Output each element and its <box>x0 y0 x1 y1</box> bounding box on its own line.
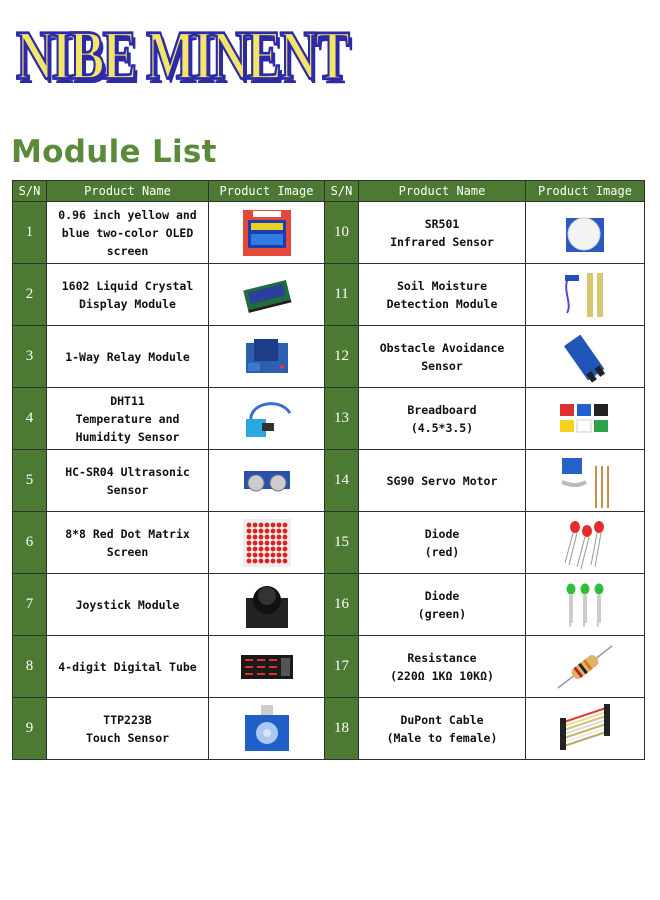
brand-logo <box>16 17 348 102</box>
product-image-cell <box>526 264 645 326</box>
product-image-cell <box>526 698 645 760</box>
serial-number-cell: 5 <box>13 450 47 512</box>
product-image-cell <box>209 512 325 574</box>
table-row <box>13 264 645 326</box>
product-name-cell: Diode (green) <box>359 574 526 636</box>
green-led-icon <box>526 579 644 631</box>
soil-moisture-icon <box>526 269 644 321</box>
serial-number-cell: 9 <box>13 698 47 760</box>
product-name-cell: 1-Way Relay Module <box>47 326 209 388</box>
product-name-cell: SR501 Infrared Sensor <box>359 202 526 264</box>
product-name-cell: Resistance (220Ω 1KΩ 10KΩ) <box>359 636 526 698</box>
product-image-cell <box>209 636 325 698</box>
product-image-cell <box>209 574 325 636</box>
digital-tube-icon <box>209 649 324 685</box>
pir-sensor-icon <box>526 208 644 258</box>
serial-number-cell: 1 <box>13 202 47 264</box>
product-name-cell: 8*8 Red Dot Matrix Screen <box>47 512 209 574</box>
product-name-cell: DuPont Cable (Male to female) <box>359 698 526 760</box>
product-name-cell: Obstacle Avoidance Sensor <box>359 326 526 388</box>
obstacle-sensor-icon <box>526 330 644 384</box>
product-name-cell: HC-SR04 Ultrasonic Sensor <box>47 450 209 512</box>
product-name-cell: TTP223B Touch Sensor <box>47 698 209 760</box>
product-image-cell <box>526 450 645 512</box>
table-row <box>13 450 645 512</box>
product-name-cell: 4-digit Digital Tube <box>47 636 209 698</box>
serial-number-cell: 13 <box>325 388 359 450</box>
brand-logo-text: NIBE MINENT <box>16 17 348 95</box>
table-header-row <box>13 181 645 202</box>
serial-number-cell: 8 <box>13 636 47 698</box>
product-name-cell: Soil Moisture Detection Module <box>359 264 526 326</box>
serial-number-cell: 11 <box>325 264 359 326</box>
product-name-cell: Breadboard (4.5*3.5) <box>359 388 526 450</box>
table-row <box>13 512 645 574</box>
product-image-cell <box>526 512 645 574</box>
module-table <box>12 180 645 760</box>
product-name-cell: 1602 Liquid Crystal Display Module <box>47 264 209 326</box>
serial-number-cell: 4 <box>13 388 47 450</box>
product-image-cell <box>209 326 325 388</box>
table-row <box>13 326 645 388</box>
ultrasonic-sensor-icon <box>209 461 324 501</box>
serial-number-cell: 17 <box>325 636 359 698</box>
header-sn-left: S/N <box>13 181 47 202</box>
table-row <box>13 202 645 264</box>
resistor-icon <box>526 642 644 692</box>
product-image-cell <box>209 450 325 512</box>
table-row <box>13 698 645 760</box>
serial-number-cell: 12 <box>325 326 359 388</box>
header-product-image-left: Product Image <box>209 181 325 202</box>
dupont-cable-icon <box>526 702 644 756</box>
product-image-cell <box>526 326 645 388</box>
servo-motor-icon <box>526 452 644 510</box>
product-name-cell: SG90 Servo Motor <box>359 450 526 512</box>
product-name-cell: 0.96 inch yellow and blue two-color OLED screen <box>47 202 209 264</box>
product-image-cell <box>209 202 325 264</box>
table-row <box>13 636 645 698</box>
touch-sensor-icon <box>209 703 324 755</box>
serial-number-cell: 10 <box>325 202 359 264</box>
serial-number-cell: 2 <box>13 264 47 326</box>
red-led-icon <box>526 517 644 569</box>
table-row <box>13 388 645 450</box>
product-image-cell <box>526 574 645 636</box>
product-image-cell <box>209 264 325 326</box>
page-title: Module List <box>11 134 217 170</box>
serial-number-cell: 7 <box>13 574 47 636</box>
joystick-icon <box>209 578 324 632</box>
serial-number-cell: 3 <box>13 326 47 388</box>
product-name-cell: DHT11 Temperature and Humidity Sensor <box>47 388 209 450</box>
product-image-cell <box>526 636 645 698</box>
product-image-cell <box>526 202 645 264</box>
dht11-sensor-icon <box>209 395 324 443</box>
product-image-cell <box>209 388 325 450</box>
table-row <box>13 574 645 636</box>
serial-number-cell: 16 <box>325 574 359 636</box>
product-image-cell <box>209 698 325 760</box>
serial-number-cell: 6 <box>13 512 47 574</box>
header-product-name-right: Product Name <box>359 181 526 202</box>
oled-screen-icon <box>209 208 324 258</box>
product-name-cell: Diode (red) <box>359 512 526 574</box>
product-name-cell: Joystick Module <box>47 574 209 636</box>
header-product-image-right: Product Image <box>526 181 645 202</box>
serial-number-cell: 15 <box>325 512 359 574</box>
serial-number-cell: 18 <box>325 698 359 760</box>
header-sn-right: S/N <box>325 181 359 202</box>
lcd-module-icon <box>209 275 324 315</box>
product-image-cell <box>526 388 645 450</box>
relay-module-icon <box>209 335 324 379</box>
serial-number-cell: 14 <box>325 450 359 512</box>
dot-matrix-icon <box>209 517 324 569</box>
header-product-name-left: Product Name <box>47 181 209 202</box>
breadboard-icon <box>526 400 644 438</box>
